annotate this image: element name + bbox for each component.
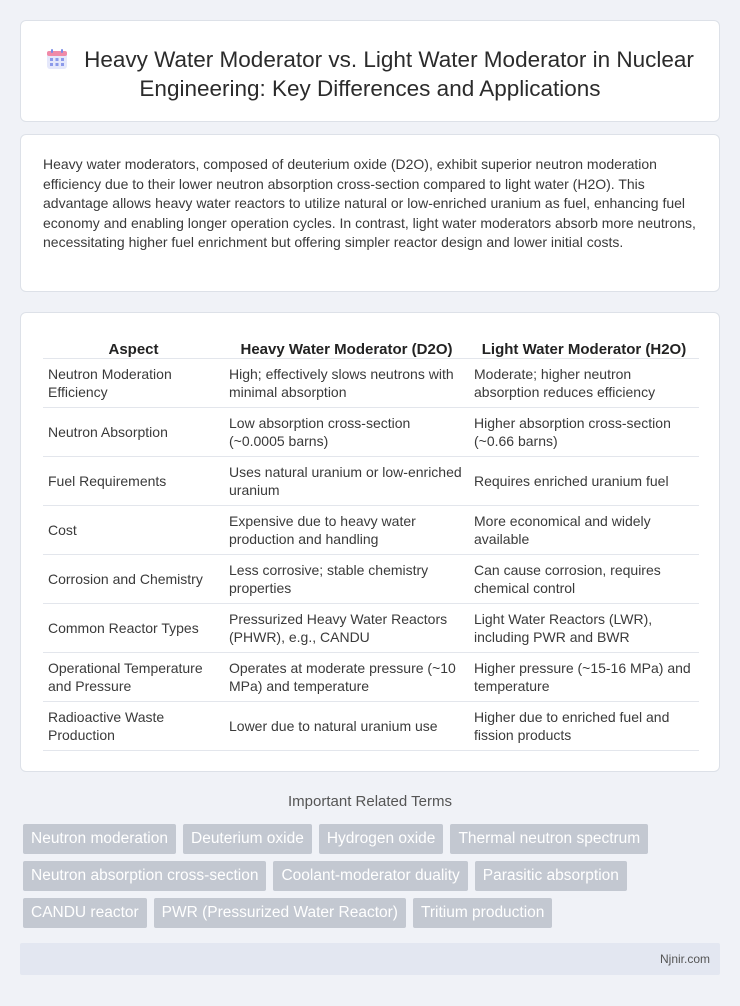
table-row <box>43 603 699 652</box>
related-term-tag[interactable]: Hydrogen oxide <box>319 824 444 854</box>
title-card <box>20 20 720 122</box>
heavy-water-cell: Operates at moderate pressure (~10 MPa) and temperature <box>224 652 469 701</box>
comparison-table-card <box>20 312 720 772</box>
heavy-water-cell: High; effectively slows neutrons with minimal absorption <box>224 358 469 407</box>
related-term-tag[interactable]: Tritium production <box>413 898 552 928</box>
footer-bar <box>20 943 720 975</box>
related-term-tag[interactable]: Coolant-moderator duality <box>273 861 467 891</box>
related-terms-heading: Important Related Terms <box>288 793 452 810</box>
intro-paragraph: Heavy water moderators, composed of deuterium oxide (D2O), exhibit superior neutron moderation efficiency due to their lower neutron absorption cross-section compared to light water (H2O). This advantage allows heavy water reactors to utilize natural or low-enriched uranium as fuel, enhancing fuel economy and enabling longer operation cycles. In contrast, light water moderators absorb more neutrons, necessitating higher fuel enrichment but offering simpler reactor design and lower initial costs. <box>43 156 696 250</box>
footer-site-link[interactable]: Njnir.com <box>659 952 710 966</box>
aspect-cell: Radioactive Waste Production <box>43 701 224 750</box>
light-water-cell: Higher pressure (~15-16 MPa) and temperature <box>469 652 699 701</box>
heavy-water-cell: Uses natural uranium or low-enriched uranium <box>224 456 469 505</box>
light-water-cell: Requires enriched uranium fuel <box>469 456 699 505</box>
light-water-cell: Light Water Reactors (LWR), including PWR and BWR <box>469 603 699 652</box>
comparison-table <box>43 335 699 751</box>
heavy-water-cell: Low absorption cross-section (~0.0005 barns) <box>224 407 469 456</box>
page-title: Heavy Water Moderator vs. Light Water Moderator in Nuclear Engineering: Key Differences and Applications <box>84 47 694 101</box>
table-row <box>43 358 699 407</box>
intro-card <box>20 134 720 292</box>
related-terms-list <box>23 824 723 935</box>
heavy-water-cell: Less corrosive; stable chemistry properties <box>224 554 469 603</box>
light-water-cell: Can cause corrosion, requires chemical control <box>469 554 699 603</box>
heavy-water-cell: Lower due to natural uranium use <box>224 701 469 750</box>
related-term-tag[interactable]: Deuterium oxide <box>183 824 312 854</box>
aspect-cell: Neutron Absorption <box>43 407 224 456</box>
light-water-cell: More economical and widely available <box>469 505 699 554</box>
table-row <box>43 407 699 456</box>
table-header-row <box>43 335 699 358</box>
related-term-tag[interactable]: Neutron absorption cross-section <box>23 861 266 891</box>
aspect-cell: Corrosion and Chemistry <box>43 554 224 603</box>
light-water-cell: Moderate; higher neutron absorption reduces efficiency <box>469 358 699 407</box>
table-row <box>43 505 699 554</box>
aspect-cell: Cost <box>43 505 224 554</box>
table-row <box>43 652 699 701</box>
header-light-water: Light Water Moderator (H2O) <box>481 340 687 358</box>
table-row <box>43 701 699 750</box>
related-term-tag[interactable]: CANDU reactor <box>23 898 147 928</box>
related-term-tag[interactable]: Neutron moderation <box>23 824 176 854</box>
heavy-water-cell: Pressurized Heavy Water Reactors (PHWR), e.g., CANDU <box>224 603 469 652</box>
page-title-wrap <box>41 45 699 103</box>
related-term-tag[interactable]: PWR (Pressurized Water Reactor) <box>154 898 406 928</box>
light-water-cell: Higher absorption cross-section (~0.66 barns) <box>469 407 699 456</box>
table-row <box>43 456 699 505</box>
calendar-icon <box>46 48 68 70</box>
related-term-tag[interactable]: Thermal neutron spectrum <box>450 824 648 854</box>
related-term-tag[interactable]: Parasitic absorption <box>475 861 627 891</box>
header-aspect: Aspect <box>108 340 159 358</box>
heavy-water-cell: Expensive due to heavy water production and handling <box>224 505 469 554</box>
aspect-cell: Neutron Moderation Efficiency <box>43 358 224 407</box>
light-water-cell: Higher due to enriched fuel and fission products <box>469 701 699 750</box>
header-heavy-water: Heavy Water Moderator (D2O) <box>240 340 453 358</box>
table-row <box>43 554 699 603</box>
aspect-cell: Operational Temperature and Pressure <box>43 652 224 701</box>
aspect-cell: Fuel Requirements <box>43 456 224 505</box>
aspect-cell: Common Reactor Types <box>43 603 224 652</box>
